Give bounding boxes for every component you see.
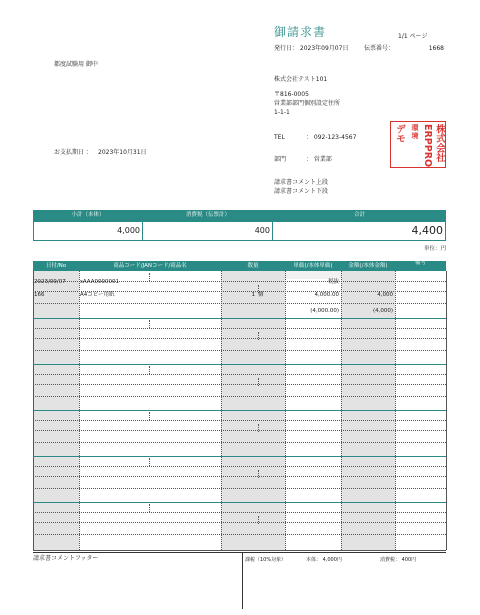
block-divider-4 — [33, 456, 446, 457]
row-line-1-2 — [33, 350, 446, 351]
row1-qty: 1 — [251, 292, 255, 298]
col-header-qty: 数量 — [247, 263, 259, 269]
row1-product-code: sAAA0000001 — [80, 279, 119, 285]
col-header-price: 単価(/本体単価) — [293, 263, 333, 269]
row-line-3-0 — [33, 420, 446, 421]
currency-unit: 単位：円 — [423, 246, 446, 252]
row-line-4-0 — [33, 466, 446, 467]
qty-tick-3 — [258, 424, 259, 432]
tax-value: 400 — [143, 221, 273, 241]
row-line-5-1 — [33, 522, 446, 523]
row1-no: 166 — [34, 292, 45, 298]
qty-tick-4 — [258, 470, 259, 478]
product-tick-5 — [149, 504, 150, 512]
block-divider-1 — [33, 318, 446, 319]
row-line-5-2 — [33, 534, 446, 535]
document-title: 御請求書 — [274, 25, 327, 39]
col-header-product: 商品コード/JANコード/商品名 — [113, 263, 187, 269]
row-line-4-2 — [33, 488, 446, 489]
footer-divider — [33, 552, 446, 553]
qty-tick-2 — [258, 378, 259, 386]
seal-text-col2: 環境 — [411, 124, 419, 140]
footer-vertical-rule — [242, 552, 243, 609]
footer-comment: 請求書コメントフッター — [33, 555, 99, 562]
col-header-date: 日付/No — [45, 263, 67, 269]
qty-tick-1 — [258, 332, 259, 340]
product-tick-4 — [149, 458, 150, 466]
row1-amount-base: (4,000) — [372, 308, 393, 314]
product-tick-0 — [149, 273, 150, 281]
due-date: 2023年10月31日 — [98, 149, 147, 156]
tel-label: TEL — [274, 134, 285, 141]
row1-product-name: A4コピー用紙 — [80, 292, 115, 298]
slip-number-label: 伝票番号： — [364, 45, 395, 52]
row1-unit-price: 4,000.00 — [314, 292, 339, 298]
issuer-address-number: 1-1-1 — [274, 109, 290, 116]
row-line-5-0 — [33, 512, 446, 513]
row1-date: 2023/09/07 — [34, 279, 66, 285]
price-header-shade — [285, 271, 341, 279]
block-divider-5 — [33, 502, 446, 503]
product-tick-1 — [149, 320, 150, 328]
tel-number: ： 092-123-4567 — [306, 134, 357, 141]
comment-bottom: 請求書コメント下段 — [274, 188, 329, 195]
row1-unit-price-base: (4,000.00) — [310, 308, 339, 314]
row-line-1-1 — [33, 338, 446, 339]
subtotal-header: 小計（本体） — [33, 210, 143, 221]
table-bottom-border — [33, 550, 446, 551]
block-divider-3 — [33, 410, 446, 411]
issuer-company: 株式会社テスト101 — [274, 76, 328, 83]
row1-tax-type: 税抜 — [327, 279, 339, 285]
due-date-label: お支払期日 ： — [54, 149, 92, 156]
col-header-amount: 金額(/本体金額) — [348, 263, 388, 269]
seal-text-col3: ERPPRO — [422, 124, 433, 168]
issuer-address: 営業部部門個別設定住所 — [274, 100, 341, 107]
row-line-0-2 — [33, 303, 446, 304]
department-label: 部門 — [274, 156, 287, 163]
footer-tax-category: 課税（10%対象） — [245, 557, 287, 563]
row1-amount: 4,000 — [377, 292, 393, 298]
subtotal-value: 4,000 — [33, 221, 143, 241]
table-right-border — [446, 271, 447, 550]
row-line-2-1 — [33, 384, 446, 385]
block-divider-2 — [33, 364, 446, 365]
qty-tick-5 — [258, 516, 259, 524]
product-tick-2 — [149, 366, 150, 374]
seal-text-col1: デモ — [394, 124, 405, 143]
footer-consumption-tax: 消費税： 400円 — [380, 557, 417, 563]
row-line-3-1 — [33, 430, 446, 431]
tax-header: 消費税（伝票計） — [143, 210, 273, 221]
row-line-1-0 — [33, 328, 446, 329]
row1-qty-unit: 個 — [258, 292, 264, 298]
issuer-postal-code: 〒816-0005 — [274, 91, 309, 98]
product-tick-3 — [149, 412, 150, 420]
row-line-3-2 — [33, 442, 446, 443]
total-value: 4,400 — [273, 221, 446, 241]
seal-text-col4: 株式会社 — [434, 124, 445, 162]
comment-top: 請求書コメント上段 — [274, 179, 329, 186]
row-line-2-2 — [33, 396, 446, 397]
footer-base-amount: 本体： 4,000円 — [306, 557, 342, 563]
slip-number: 1668 — [428, 45, 444, 52]
row-line-4-1 — [33, 476, 446, 477]
issue-date: 発行日： 2023年09月07日 — [274, 45, 349, 52]
company-seal-stamp — [390, 121, 446, 168]
department-name: ： 営業部 — [306, 156, 332, 163]
recipient-name: 都度試験用 御中 — [54, 61, 98, 68]
row-line-2-0 — [33, 374, 446, 375]
col-header-note: 備考 — [414, 260, 426, 266]
total-header: 合計 — [273, 210, 446, 221]
page-number: 1/1 ページ — [398, 33, 428, 40]
